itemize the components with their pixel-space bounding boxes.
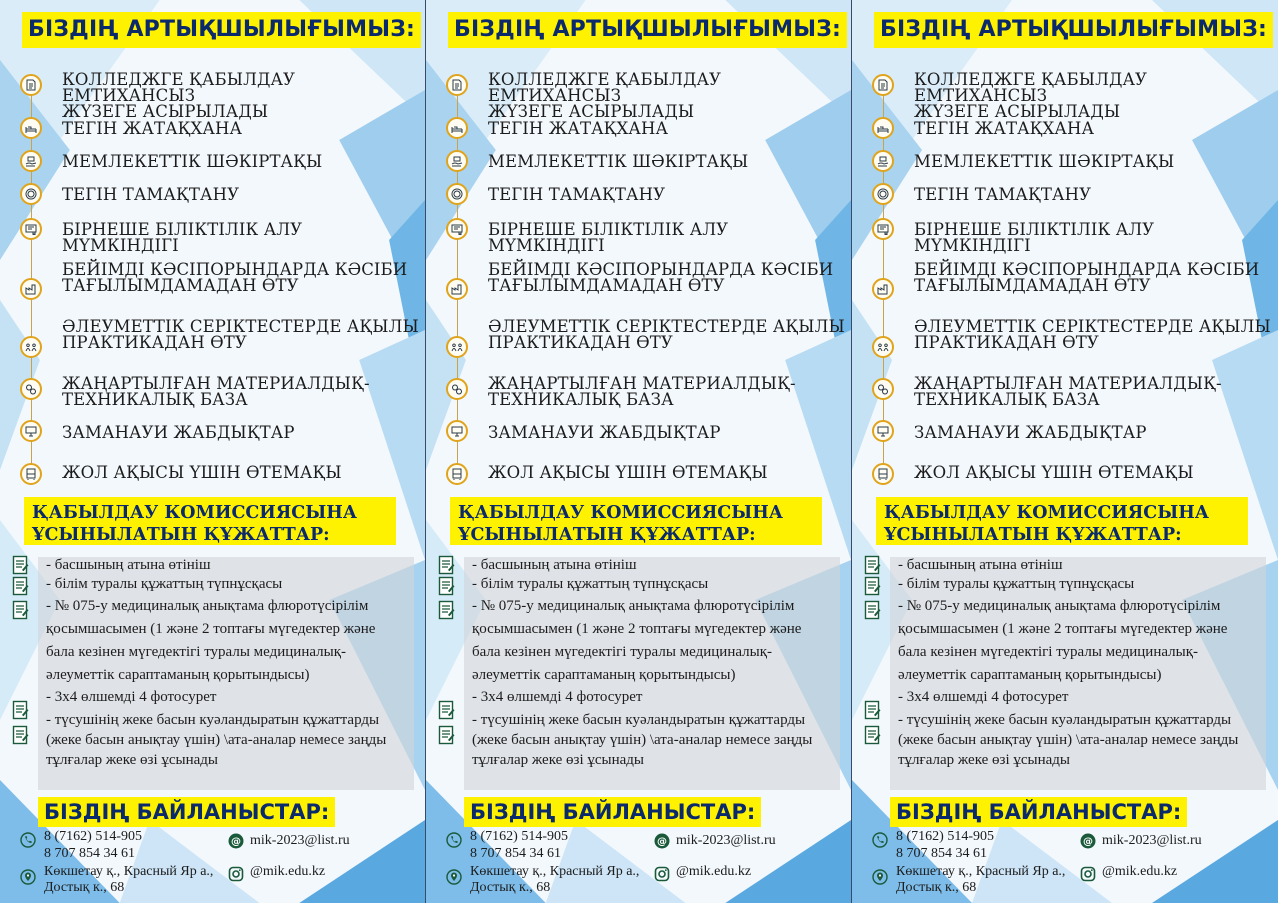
documents-title-line-1: ҚАБЫЛДАУ КОМИССИЯСЫНА bbox=[458, 503, 784, 523]
advantage-text bbox=[914, 222, 1274, 254]
advantage-line-1: ЖАҢАРТЫЛҒАН МАТЕРИАЛДЫҚ- bbox=[914, 374, 1222, 393]
advantage-line-1: КОЛЛЕДЖГЕ ҚАБЫЛДАУ ЕМТИХАНСЫЗ bbox=[62, 70, 296, 105]
advantage-line-1: БЕЙІМДІ КӘСІПОРЫНДАРДА КӘСІБИ bbox=[488, 260, 834, 279]
document-requirement-line: (жеке басын анықтау үшін) \ата-аналар немесе заңды bbox=[898, 732, 1239, 748]
document-form-icon bbox=[12, 600, 30, 622]
advantage-text bbox=[62, 72, 422, 120]
bed-icon bbox=[446, 117, 468, 139]
advantages-title: БІЗДІҢ АРТЫҚШЫЛЫҒЫМЫЗ: bbox=[874, 12, 1273, 48]
phone-icon bbox=[20, 832, 36, 848]
document-requirement-line: әлеуметтік сараптаманың қорытындысы) bbox=[898, 667, 1162, 683]
factory-icon bbox=[20, 278, 42, 300]
advantage-line-1: МЕМЛЕКЕТТІК ШӘКІРТАҚЫ bbox=[488, 152, 749, 171]
bus-icon bbox=[872, 463, 894, 485]
factory-icon bbox=[872, 278, 894, 300]
document-requirement-line: (жеке басын анықтау үшін) \ата-аналар немесе заңды bbox=[472, 732, 813, 748]
advantage-text bbox=[488, 465, 848, 481]
people-icon bbox=[446, 336, 468, 358]
email-icon bbox=[228, 833, 244, 849]
document-requirement-line: - басшының атына өтініш bbox=[898, 557, 1063, 573]
advantage-text bbox=[62, 222, 422, 254]
advantage-line-1: МЕМЛЕКЕТТІК ШӘКІРТАҚЫ bbox=[914, 152, 1175, 171]
advantage-text bbox=[488, 262, 848, 294]
document-icon bbox=[872, 74, 894, 96]
bus-icon bbox=[20, 463, 42, 485]
document-form-icon bbox=[438, 555, 456, 577]
advantage-line-1: ЗАМАНАУИ ЖАБДЫҚТАР bbox=[488, 423, 721, 442]
bed-icon bbox=[20, 117, 42, 139]
money-hand-icon bbox=[872, 150, 894, 172]
document-requirement-line: - білім туралы құжаттың түпнұсқасы bbox=[898, 576, 1135, 592]
svg-text:@: @ bbox=[231, 836, 241, 848]
documents-title-line-2: ҰСЫНЫЛАТЫН ҚҰЖАТТАР: bbox=[884, 525, 1182, 545]
advantage-line-1: БІРНЕШЕ БІЛІКТІЛІК АЛУ МҮМКІНДІГІ bbox=[488, 220, 729, 255]
advantage-line-2: ТАҒЫЛЫМДАМАДАН ӨТУ bbox=[914, 276, 1151, 295]
documents-title-line-2: ҰСЫНЫЛАТЫН ҚҰЖАТТАР: bbox=[458, 525, 756, 545]
advantage-line-1: БІРНЕШЕ БІЛІКТІЛІК АЛУ МҮМКІНДІГІ bbox=[914, 220, 1155, 255]
document-requirement-line: - № 075-у медициналық анықтама флюротүсірілім bbox=[46, 598, 369, 614]
advantage-line-1: ТЕГІН ЖАТАҚХАНА bbox=[488, 119, 669, 138]
advantage-line-1: ӘЛЕУМЕТТІК СЕРІКТЕСТЕРДЕ АҚЫЛЫ bbox=[914, 317, 1271, 336]
money-hand-icon bbox=[20, 150, 42, 172]
advantage-line-1: ТЕГІН ТАМАҚТАНУ bbox=[488, 185, 666, 204]
document-requirement-line: әлеуметтік сараптаманың қорытындысы) bbox=[472, 667, 736, 683]
address-line-1: Көкшетау қ., Красный Яр а., bbox=[44, 864, 214, 879]
document-form-icon bbox=[864, 555, 882, 577]
advantage-line-2: ТЕХНИКАЛЫҚ БАЗА bbox=[914, 390, 1100, 409]
advantage-line-1: БІРНЕШЕ БІЛІКТІЛІК АЛУ МҮМКІНДІГІ bbox=[62, 220, 303, 255]
document-form-icon bbox=[12, 700, 30, 722]
address-line-2: Достық к., 68 bbox=[44, 880, 125, 895]
plate-icon bbox=[20, 183, 42, 205]
document-requirement-line: бала кезінен мүгедектігі туралы медициналық- bbox=[898, 644, 1198, 660]
certificate-icon bbox=[872, 218, 894, 240]
documents-title bbox=[24, 497, 396, 545]
phone-1[interactable]: 8 (7162) 514-905 bbox=[44, 829, 142, 844]
advantage-line-2: ЖҮЗЕГЕ АСЫРЫЛАДЫ bbox=[62, 102, 269, 121]
monitor-icon bbox=[872, 420, 894, 442]
advantage-line-2: ТАҒЫЛЫМДАМАДАН ӨТУ bbox=[62, 276, 299, 295]
document-requirement-line: (жеке басын анықтау үшін) \ата-аналар немесе заңды bbox=[46, 732, 387, 748]
document-requirement-line: - білім туралы құжаттың түпнұсқасы bbox=[472, 576, 709, 592]
email-link[interactable]: mik-2023@list.ru bbox=[676, 833, 776, 848]
address-line-2: Достық к., 68 bbox=[470, 880, 551, 895]
documents-title-line-1: ҚАБЫЛДАУ КОМИССИЯСЫНА bbox=[32, 503, 358, 523]
flyer-panel-2 bbox=[426, 0, 852, 903]
email-link[interactable]: mik-2023@list.ru bbox=[250, 833, 350, 848]
money-hand-icon bbox=[446, 150, 468, 172]
instagram-icon bbox=[228, 866, 244, 882]
monitor-icon bbox=[446, 420, 468, 442]
advantage-line-1: МЕМЛЕКЕТТІК ШӘКІРТАҚЫ bbox=[62, 152, 323, 171]
document-requirement-line: - 3х4 өлшемді 4 фотосурет bbox=[472, 689, 643, 705]
advantage-line-1: ТЕГІН ТАМАҚТАНУ bbox=[62, 185, 240, 204]
advantage-line-2: ПРАКТИКАДАН ӨТУ bbox=[488, 333, 673, 352]
bed-icon bbox=[872, 117, 894, 139]
advantage-line-1: ӘЛЕУМЕТТІК СЕРІКТЕСТЕРДЕ АҚЫЛЫ bbox=[62, 317, 419, 336]
advantages-title: БІЗДІҢ АРТЫҚШЫЛЫҒЫМЫЗ: bbox=[448, 12, 847, 48]
advantage-line-1: ЗАМАНАУИ ЖАБДЫҚТАР bbox=[914, 423, 1147, 442]
advantage-line-1: ЖАҢАРТЫЛҒАН МАТЕРИАЛДЫҚ- bbox=[62, 374, 370, 393]
advantage-text bbox=[914, 72, 1274, 120]
document-requirement-line: - 3х4 өлшемді 4 фотосурет bbox=[46, 689, 217, 705]
advantage-line-1: БЕЙІМДІ КӘСІПОРЫНДАРДА КӘСІБИ bbox=[914, 260, 1260, 279]
phone-icon bbox=[872, 832, 888, 848]
advantage-line-1: ЖОЛ АҚЫСЫ ҮШІН ӨТЕМАҚЫ bbox=[62, 463, 342, 482]
certificate-icon bbox=[20, 218, 42, 240]
people-icon bbox=[872, 336, 894, 358]
advantage-text bbox=[62, 465, 422, 481]
document-form-icon bbox=[438, 725, 456, 747]
advantage-text bbox=[488, 187, 848, 203]
documents-title bbox=[450, 497, 822, 545]
document-requirement-line: - № 075-у медициналық анықтама флюротүсірілім bbox=[898, 598, 1221, 614]
document-form-icon bbox=[864, 600, 882, 622]
advantage-line-2: ТЕХНИКАЛЫҚ БАЗА bbox=[488, 390, 674, 409]
advantage-line-1: КОЛЛЕДЖГЕ ҚАБЫЛДАУ ЕМТИХАНСЫЗ bbox=[488, 70, 722, 105]
document-form-icon bbox=[864, 576, 882, 598]
svg-text:@: @ bbox=[1083, 836, 1093, 848]
document-form-icon bbox=[12, 725, 30, 747]
gears-icon bbox=[872, 378, 894, 400]
advantage-text bbox=[488, 154, 848, 170]
advantage-text bbox=[914, 465, 1274, 481]
advantage-line-2: ПРАКТИКАДАН ӨТУ bbox=[62, 333, 247, 352]
advantage-text bbox=[488, 222, 848, 254]
address-line-2: Достық к., 68 bbox=[896, 880, 977, 895]
instagram-link[interactable]: @mik.edu.kz bbox=[1102, 864, 1178, 879]
advantage-text bbox=[62, 154, 422, 170]
document-form-icon bbox=[438, 600, 456, 622]
contacts-title: БІЗДІҢ БАЙЛАНЫСТАР: bbox=[890, 797, 1187, 827]
phone-1[interactable]: 8 (7162) 514-905 bbox=[470, 829, 568, 844]
documents-title bbox=[876, 497, 1248, 545]
documents-title-line-1: ҚАБЫЛДАУ КОМИССИЯСЫНА bbox=[884, 503, 1210, 523]
document-requirement-line: - басшының атына өтініш bbox=[472, 557, 637, 573]
advantage-line-1: ТЕГІН ЖАТАҚХАНА bbox=[62, 119, 243, 138]
email-icon bbox=[1080, 833, 1096, 849]
advantage-text bbox=[914, 187, 1274, 203]
instagram-icon bbox=[654, 866, 670, 882]
instagram-icon bbox=[1080, 866, 1096, 882]
phone-2[interactable]: 8 707 854 34 61 bbox=[44, 846, 135, 861]
advantage-line-1: КОЛЛЕДЖГЕ ҚАБЫЛДАУ ЕМТИХАНСЫЗ bbox=[914, 70, 1148, 105]
document-icon bbox=[446, 74, 468, 96]
flyer-panel-3 bbox=[852, 0, 1278, 903]
advantage-text bbox=[914, 376, 1274, 408]
plate-icon bbox=[872, 183, 894, 205]
advantage-line-1: ЗАМАНАУИ ЖАБДЫҚТАР bbox=[62, 423, 295, 442]
gears-icon bbox=[446, 378, 468, 400]
phone-2[interactable]: 8 707 854 34 61 bbox=[470, 846, 561, 861]
advantage-line-2: ТАҒЫЛЫМДАМАДАН ӨТУ bbox=[488, 276, 725, 295]
advantage-line-1: ТЕГІН ЖАТАҚХАНА bbox=[914, 119, 1095, 138]
document-requirement-line: - түсушінің жеке басын куәландыратын құжаттарды bbox=[898, 712, 1232, 728]
instagram-link[interactable]: @mik.edu.kz bbox=[250, 864, 326, 879]
document-requirement-line: - 3х4 өлшемді 4 фотосурет bbox=[898, 689, 1069, 705]
document-requirement-line: тұлғалар жеке өзі ұсынады bbox=[472, 752, 644, 768]
advantage-line-1: БЕЙІМДІ КӘСІПОРЫНДАРДА КӘСІБИ bbox=[62, 260, 408, 279]
document-form-icon bbox=[12, 576, 30, 598]
contacts-title: БІЗДІҢ БАЙЛАНЫСТАР: bbox=[464, 797, 761, 827]
location-pin-icon bbox=[20, 869, 36, 885]
instagram-link[interactable]: @mik.edu.kz bbox=[676, 864, 752, 879]
document-requirement-line: әлеуметтік сараптаманың қорытындысы) bbox=[46, 667, 310, 683]
advantage-line-1: ЖОЛ АҚЫСЫ ҮШІН ӨТЕМАҚЫ bbox=[488, 463, 768, 482]
document-requirement-line: қосымшасымен (1 және 2 топтағы мүгедектер және bbox=[472, 621, 802, 637]
location-pin-icon bbox=[872, 869, 888, 885]
factory-icon bbox=[446, 278, 468, 300]
advantage-text bbox=[488, 319, 848, 351]
document-requirement-line: - басшының атына өтініш bbox=[46, 557, 211, 573]
document-requirement-line: бала кезінен мүгедектігі туралы медициналық- bbox=[46, 644, 346, 660]
advantage-text bbox=[488, 376, 848, 408]
address-line-1: Көкшетау қ., Красный Яр а., bbox=[896, 864, 1066, 879]
phone-2[interactable]: 8 707 854 34 61 bbox=[896, 846, 987, 861]
advantage-line-2: ТЕХНИКАЛЫҚ БАЗА bbox=[62, 390, 248, 409]
advantage-line-2: ЖҮЗЕГЕ АСЫРЫЛАДЫ bbox=[488, 102, 695, 121]
phone-icon bbox=[446, 832, 462, 848]
document-form-icon bbox=[12, 555, 30, 577]
document-requirement-line: қосымшасымен (1 және 2 топтағы мүгедектер және bbox=[898, 621, 1228, 637]
advantage-text bbox=[488, 425, 848, 441]
advantage-line-2: ПРАКТИКАДАН ӨТУ bbox=[914, 333, 1099, 352]
document-form-icon bbox=[438, 700, 456, 722]
advantage-line-1: ЖАҢАРТЫЛҒАН МАТЕРИАЛДЫҚ- bbox=[488, 374, 796, 393]
advantage-text bbox=[62, 425, 422, 441]
document-requirement-line: - № 075-у медициналық анықтама флюротүсірілім bbox=[472, 598, 795, 614]
gears-icon bbox=[20, 378, 42, 400]
advantage-text bbox=[62, 376, 422, 408]
phone-1[interactable]: 8 (7162) 514-905 bbox=[896, 829, 994, 844]
advantage-text bbox=[62, 319, 422, 351]
bus-icon bbox=[446, 463, 468, 485]
advantage-line-1: ЖОЛ АҚЫСЫ ҮШІН ӨТЕМАҚЫ bbox=[914, 463, 1194, 482]
svg-text:@: @ bbox=[657, 836, 667, 848]
document-form-icon bbox=[864, 700, 882, 722]
document-requirement-line: - түсушінің жеке басын куәландыратын құжаттарды bbox=[46, 712, 380, 728]
address-line-1: Көкшетау қ., Красный Яр а., bbox=[470, 864, 640, 879]
advantage-line-1: ТЕГІН ТАМАҚТАНУ bbox=[914, 185, 1092, 204]
location-pin-icon bbox=[446, 869, 462, 885]
documents-title-line-2: ҰСЫНЫЛАТЫН ҚҰЖАТТАР: bbox=[32, 525, 330, 545]
advantage-text bbox=[914, 154, 1274, 170]
advantage-text bbox=[488, 72, 848, 120]
document-requirement-line: қосымшасымен (1 және 2 топтағы мүгедектер және bbox=[46, 621, 376, 637]
advantages-title: БІЗДІҢ АРТЫҚШЫЛЫҒЫМЫЗ: bbox=[22, 12, 421, 48]
advantage-text bbox=[488, 121, 848, 137]
document-requirement-line: - түсушінің жеке басын куәландыратын құжаттарды bbox=[472, 712, 806, 728]
advantage-text bbox=[914, 425, 1274, 441]
advantage-text bbox=[914, 319, 1274, 351]
document-form-icon bbox=[864, 725, 882, 747]
advantage-text bbox=[914, 262, 1274, 294]
advantage-line-2: ЖҮЗЕГЕ АСЫРЫЛАДЫ bbox=[914, 102, 1121, 121]
email-link[interactable]: mik-2023@list.ru bbox=[1102, 833, 1202, 848]
contacts-title: БІЗДІҢ БАЙЛАНЫСТАР: bbox=[38, 797, 335, 827]
document-requirement-line: тұлғалар жеке өзі ұсынады bbox=[46, 752, 218, 768]
document-form-icon bbox=[438, 576, 456, 598]
advantage-line-1: ӘЛЕУМЕТТІК СЕРІКТЕСТЕРДЕ АҚЫЛЫ bbox=[488, 317, 845, 336]
people-icon bbox=[20, 336, 42, 358]
advantage-text bbox=[62, 187, 422, 203]
plate-icon bbox=[446, 183, 468, 205]
advantage-text bbox=[62, 262, 422, 294]
flyer-panel-1 bbox=[0, 0, 426, 903]
advantage-text bbox=[914, 121, 1274, 137]
advantage-text bbox=[62, 121, 422, 137]
document-requirement-line: тұлғалар жеке өзі ұсынады bbox=[898, 752, 1070, 768]
monitor-icon bbox=[20, 420, 42, 442]
certificate-icon bbox=[446, 218, 468, 240]
document-icon bbox=[20, 74, 42, 96]
document-requirement-line: - білім туралы құжаттың түпнұсқасы bbox=[46, 576, 283, 592]
email-icon bbox=[654, 833, 670, 849]
document-requirement-line: бала кезінен мүгедектігі туралы медициналық- bbox=[472, 644, 772, 660]
